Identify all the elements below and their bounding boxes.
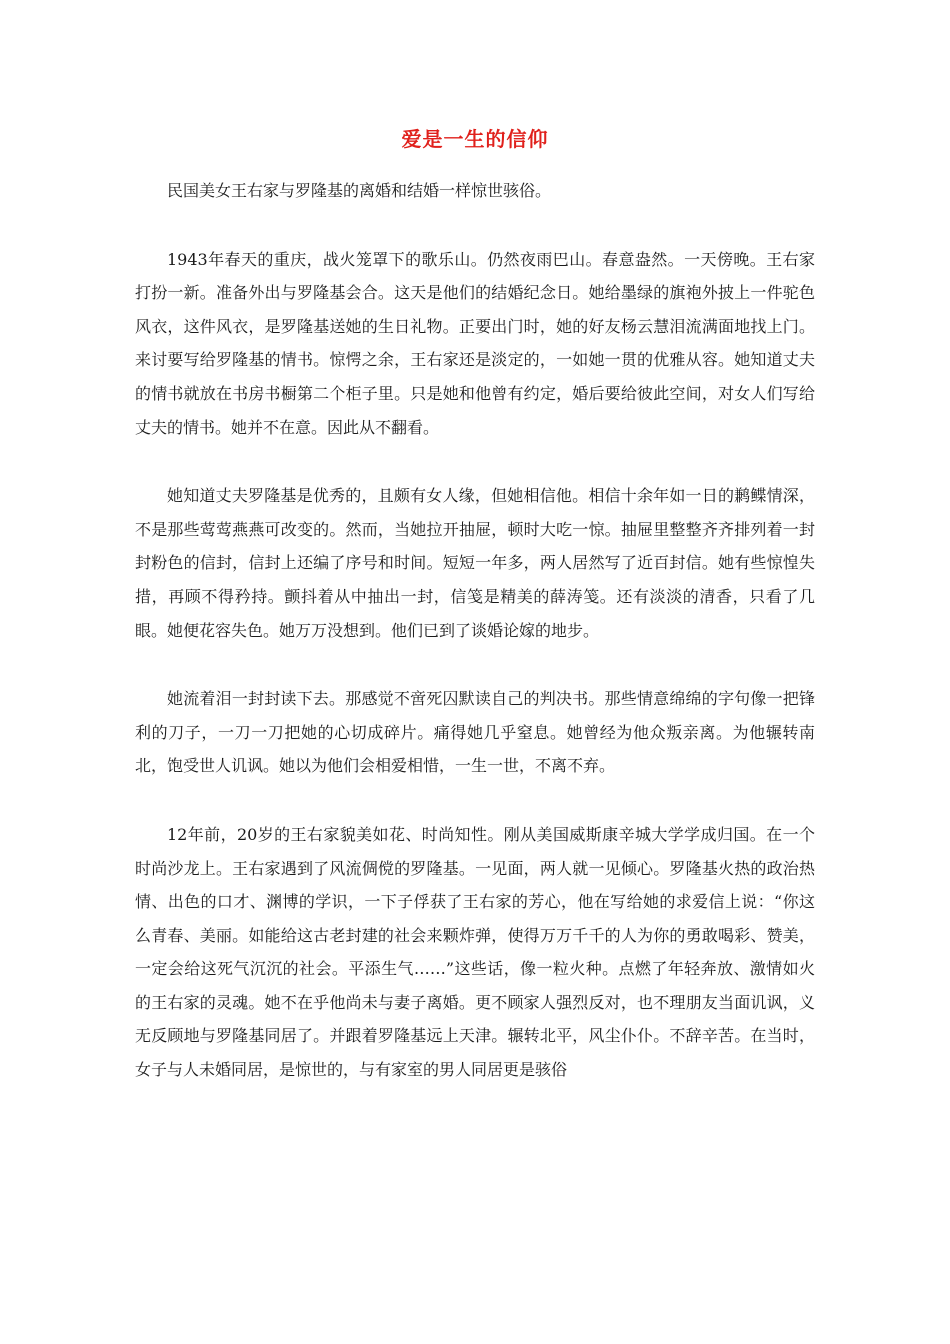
paragraph-twelve-years-ago: 12年前，20岁的王右家貌美如花、时尚知性。刚从美国威斯康辛城大学学成归国。在一个时尚沙龙上。王右家遇到了风流倜傥的罗隆基。一见面，两人就一见倾心。罗隆基火热的政治热情、出色的口才、渊博的学识，一下子俘获了王右家的芳心，他在写给她的求爱信上说：“你这么青春、美丽。如能给这古老封建的社会来颗炸弹，使得万万千千的人为你的勇敢喝彩、赞美，一定会给这死气沉沉的社会。平添生气……”这些话，像一粒火种。点燃了年轻奔放、激情如火的王右家的灵魂。她不在乎他尚未与妻子离婚。更不顾家人强烈反对，也不理朋友当面讥讽，义无反顾地与罗隆基同居了。并跟着罗隆基远上天津。辗转北平，风尘仆仆。不辞辛苦。在当时，女子与人未婚同居，是惊世的，与有家室的男人同居更是骇俗	[135, 824, 815, 1080]
document-title: 爱是一生的信仰	[401, 127, 549, 151]
paragraph-reading-letters: 她流着泪一封封读下去。那感觉不啻死囚默读自己的判决书。那些情意绵绵的字句像一把锋利的刀子，一刀一刀把她的心切成碎片。痛得她几乎窒息。她曾经为他众叛亲离。为他辗转南北，饱受世人讥讽。她以为他们会相爱相惜，一生一世，不离不弃。	[135, 689, 815, 776]
paragraph-intro: 民国美女王右家与罗隆基的离婚和结婚一样惊世骇俗。	[167, 181, 552, 200]
paragraph-1943-chongqing: 1943年春天的重庆，战火笼罩下的歌乐山。仍然夜雨巴山。春意盎然。一天傍晚。王右家打扮一新。准备外出与罗隆基会合。这天是他们的结婚纪念日。她给墨绿的旗袍外披上一件驼色风衣，这件风衣，是罗隆基送她的生日礼物。正要出门时，她的好友杨云慧泪流满面地找上门。来讨要写给罗隆基的情书。惊愕之余，王右家还是淡定的，一如她一贯的优雅从容。她知道丈夫的情书就放在书房书橱第二个柜子里。只是她和他曾有约定，婚后要给彼此空间，对女人们写给丈夫的情书。她并不在意。因此从不翻看。	[135, 249, 815, 437]
paragraph-drawer-letters: 她知道丈夫罗隆基是优秀的，且颇有女人缘，但她相信他。相信十余年如一日的鹣鲽情深，不是那些莺莺燕燕可改变的。然而，当她拉开抽屉，顿时大吃一惊。抽屉里整整齐齐排列着一封封粉色的信封，信封上还编了序号和时间。短短一年多，两人居然写了近百封信。她有些惊惶失措，再顾不得矜持。颤抖着从中抽出一封，信笺是精美的薛涛笺。还有淡淡的清香，只看了几眼。她便花容失色。她万万没想到。他们已到了谈婚论嫁的地步。	[135, 486, 815, 640]
document-page	[135, 0, 815, 1087]
